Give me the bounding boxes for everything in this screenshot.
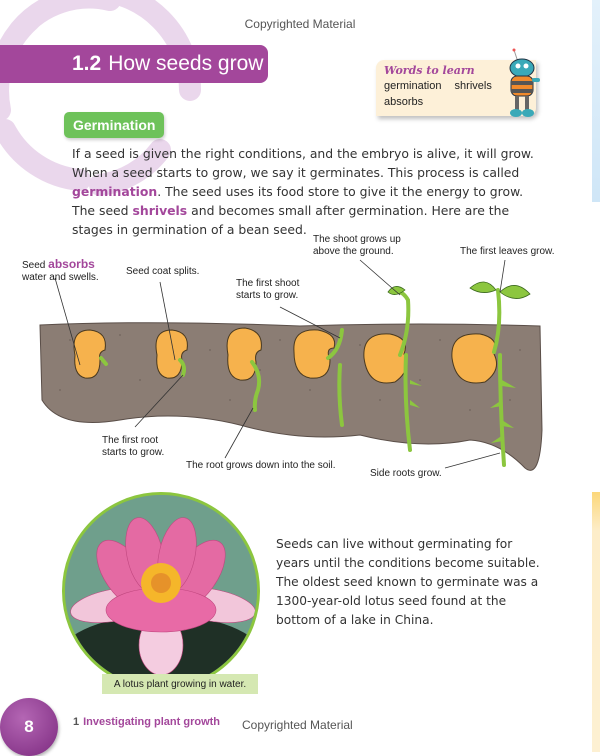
label-absorbs-suffix: water and swells. bbox=[22, 272, 99, 283]
intro-text-3: and becomes small after germination. Here are the stages in germination of a bean seed. bbox=[72, 203, 510, 237]
robot-mascot-icon bbox=[502, 48, 542, 120]
germination-diagram bbox=[0, 230, 600, 490]
label-first-leaves: The first leaves grow. bbox=[460, 246, 555, 257]
word-absorbs: absorbs bbox=[384, 96, 424, 108]
section-title: How seeds grow bbox=[108, 52, 264, 75]
intro-text-1: If a seed is given the right conditions, and the embryo is alive, it will grow. When a seed starts to grow, we say it germinates. This process is called bbox=[72, 146, 534, 180]
section-number: 1.2 bbox=[72, 52, 102, 75]
label-coat-splits: Seed coat splits. bbox=[126, 266, 200, 277]
chapter-title: Investigating plant growth bbox=[83, 716, 221, 728]
page-edge-yellow bbox=[592, 492, 600, 752]
lotus-photo bbox=[62, 492, 260, 690]
intro-paragraph bbox=[72, 144, 542, 239]
page-number-badge: 8 bbox=[0, 698, 58, 756]
label-absorbs-prefix: Seed bbox=[22, 260, 46, 271]
label-absorbs bbox=[22, 258, 99, 284]
chapter-footer bbox=[73, 716, 220, 728]
germination-subheading: Germination bbox=[64, 112, 164, 138]
lotus-flower-image bbox=[65, 495, 257, 687]
words-to-learn-title: Words to learn bbox=[384, 64, 475, 77]
section-title-bar bbox=[0, 45, 268, 83]
label-first-root: The first root starts to grow. bbox=[102, 435, 165, 458]
keyword-shrivels: shrivels bbox=[132, 203, 188, 218]
copyright-header: Copyrighted Material bbox=[244, 17, 356, 31]
label-side-roots: Side roots grow. bbox=[370, 468, 442, 479]
chapter-number: 1 bbox=[73, 716, 80, 728]
keyword-germination: germination bbox=[72, 184, 158, 199]
keyword-absorbs: absorbs bbox=[48, 257, 95, 271]
label-first-shoot: The first shoot starts to grow. bbox=[236, 278, 300, 301]
word-shrivels: shrivels bbox=[454, 80, 492, 92]
word-germination: germination bbox=[384, 80, 442, 92]
copyright-footer: Copyrighted Material bbox=[242, 718, 353, 732]
label-shoot-up: The shoot grows up above the ground. bbox=[313, 234, 401, 257]
lotus-caption: A lotus plant growing in water. bbox=[102, 674, 258, 694]
lotus-paragraph: Seeds can live without germinating for years until the conditions become suitable. The oldest seed known to germinate was a 1300-year-old lotus seed found at the bottom of a lake in China. bbox=[276, 537, 540, 627]
label-root-down: The root grows down into the soil. bbox=[186, 460, 336, 471]
intro-text-2: . The seed uses its food store to give it the energy to grow. The seed bbox=[72, 184, 524, 218]
